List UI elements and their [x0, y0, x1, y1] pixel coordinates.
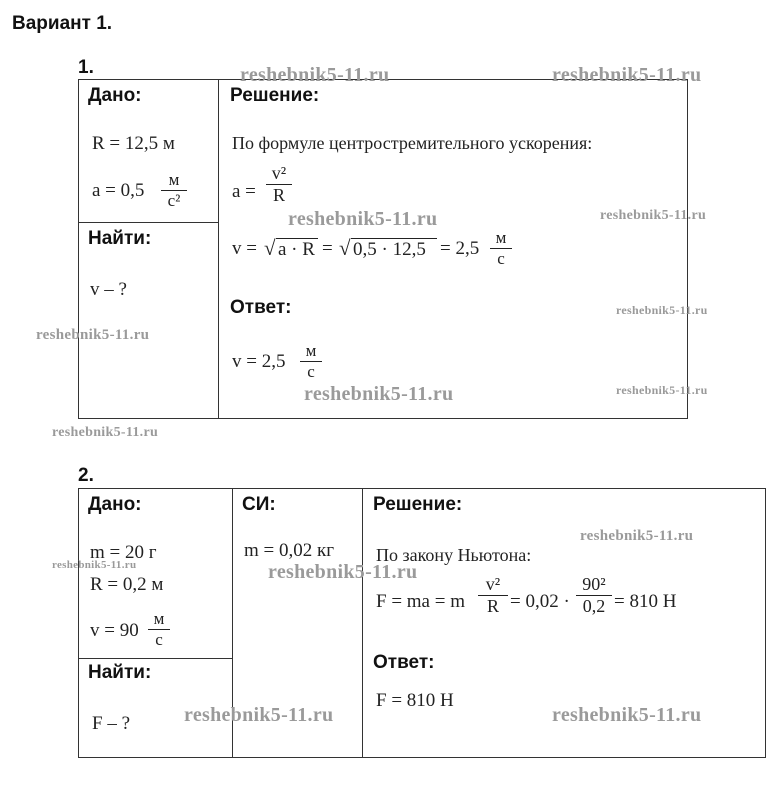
watermark: reshebnik5-11.ru	[552, 64, 702, 86]
unit-numerator: м	[495, 228, 507, 247]
task-1-equals: =	[322, 238, 333, 259]
sqrt-icon: √	[264, 236, 276, 260]
task-1-given-header: Дано:	[88, 85, 142, 106]
task-1-formula-intro: По формуле центростремительного ускорения:	[232, 133, 593, 153]
page-title: Вариант 1.	[12, 13, 113, 34]
watermark: reshebnik5-11.ru	[240, 64, 390, 86]
watermark: reshebnik5-11.ru	[184, 704, 334, 726]
task-2-given-speed-unit	[148, 609, 170, 650]
watermark: reshebnik5-11.ru	[288, 208, 438, 230]
watermark: reshebnik5-11.ru	[268, 561, 418, 583]
watermark: reshebnik5-11.ru	[52, 559, 137, 571]
fraction-numerator: 90²	[582, 574, 606, 594]
task-1-find-header: Найти:	[88, 228, 152, 249]
task-2-formula-intro: По закону Ньютона:	[376, 545, 532, 565]
task-1-speed-unit	[490, 228, 512, 269]
unit-denominator: с	[148, 629, 170, 650]
task-1-root-2: 0,5 · 12,5	[353, 239, 426, 260]
task-2-si-header: СИ:	[242, 494, 276, 515]
task-1-answer-unit	[300, 341, 322, 382]
task-1-given-acceleration-unit	[161, 170, 187, 211]
task-1-solution-header: Решение:	[230, 85, 320, 106]
task-1-row-divider	[78, 222, 219, 223]
unit-denominator: с	[490, 248, 512, 269]
task-1-given-acceleration: a = 0,5	[92, 180, 145, 201]
watermark: reshebnik5-11.ru	[616, 303, 708, 317]
fraction-denominator: 0,2	[576, 595, 612, 617]
task-1-find-value: v – ?	[90, 279, 127, 300]
task-2-given-mass: m = 20 г	[90, 542, 157, 563]
watermark: reshebnik5-11.ru	[600, 208, 707, 223]
watermark: reshebnik5-11.ru	[36, 327, 150, 343]
task-2-formula-fraction-2	[576, 574, 612, 617]
task-1-column-divider	[218, 79, 219, 419]
fraction-denominator: R	[478, 595, 508, 617]
task-1-speed-result: = 2,5	[440, 238, 480, 259]
unit-numerator: м	[305, 341, 317, 360]
unit-denominator: с	[300, 361, 322, 382]
task-1-speed-lhs: v =	[232, 238, 257, 259]
task-1-formula-lhs: a =	[232, 181, 256, 202]
fraction-numerator: v²	[485, 574, 501, 594]
task-2-given-speed: v = 90	[90, 620, 139, 641]
task-2-find-header: Найти:	[88, 662, 152, 683]
task-2-formula-result: = 810 Н	[614, 591, 677, 612]
task-1-number: 1.	[78, 57, 94, 78]
fraction-denominator: R	[266, 184, 292, 206]
task-2-formula-lhs: F = ma = m	[376, 591, 465, 612]
task-1-answer-header: Ответ:	[230, 297, 292, 318]
task-2-answer-header: Ответ:	[373, 652, 435, 673]
task-2-row-divider	[78, 658, 233, 659]
task-1-root-1: a · R	[278, 239, 315, 260]
unit-denominator: с²	[161, 190, 187, 211]
task-2-column-divider-2	[362, 488, 363, 758]
watermark: reshebnik5-11.ru	[552, 704, 702, 726]
watermark: reshebnik5-11.ru	[580, 528, 694, 544]
task-2-answer: F = 810 Н	[376, 690, 454, 711]
watermark: reshebnik5-11.ru	[52, 425, 159, 440]
unit-numerator: м	[168, 170, 180, 189]
task-2-given-radius: R = 0,2 м	[90, 574, 164, 595]
task-2-solution-header: Решение:	[373, 494, 463, 515]
watermark: reshebnik5-11.ru	[304, 383, 454, 405]
task-2-formula-middle: = 0,02 ·	[510, 591, 570, 612]
fraction-numerator: v²	[271, 163, 287, 183]
task-2-number: 2.	[78, 465, 94, 486]
sqrt-icon: √	[339, 236, 351, 260]
unit-numerator: м	[153, 609, 165, 628]
task-1-formula-fraction	[266, 163, 292, 206]
watermark: reshebnik5-11.ru	[616, 383, 708, 397]
task-1-given-radius: R = 12,5 м	[92, 133, 175, 154]
task-2-given-header: Дано:	[88, 494, 142, 515]
task-2-formula-fraction-1	[478, 574, 508, 617]
task-1-answer: v = 2,5	[232, 351, 286, 372]
task-2-find-value: F – ?	[92, 713, 130, 734]
task-2-si-mass: m = 0,02 кг	[244, 540, 335, 561]
